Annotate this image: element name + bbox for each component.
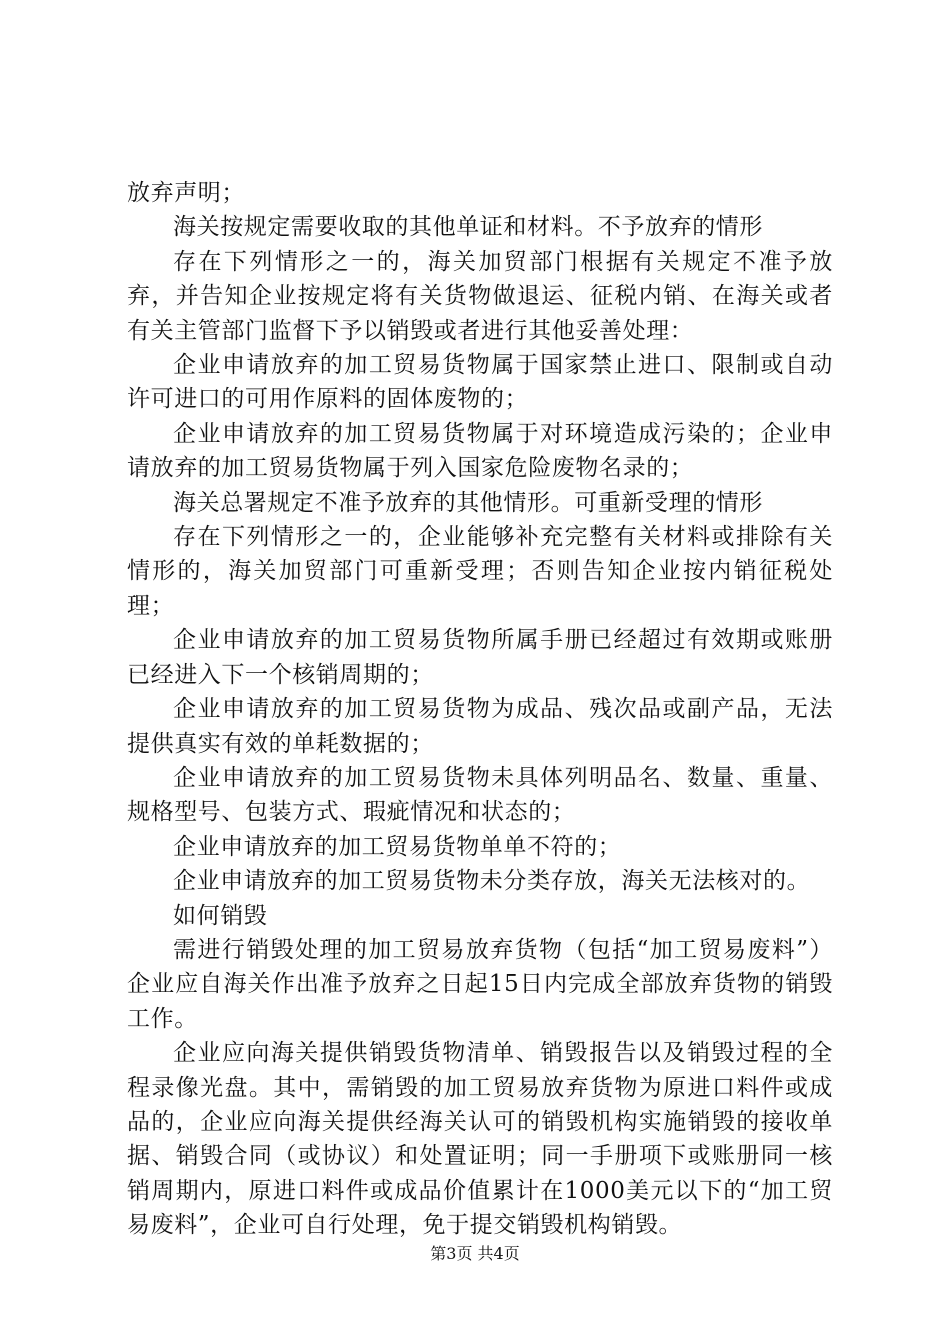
paragraph: 海关按规定需要收取的其他单证和材料。不予放弃的情形	[173, 214, 763, 241]
paragraph: 企业申请放弃的加工贸易货物为成品、残次品或副产品，无法提供真实有效的单耗数据的；	[127, 696, 833, 757]
paragraph: 企业申请放弃的加工贸易货物属于国家禁止进口、限制或自动许可进口的可用作原料的固体废物的；	[127, 352, 833, 413]
paragraph: 企业申请放弃的加工贸易货物未具体列明品名、数量、重量、规格型号、包装方式、瑕疵情况和状态的；	[127, 764, 833, 826]
paragraph: 企业申请放弃的加工贸易货物所属手册已经超过有效期或账册已经进入下一个核销周期的；	[127, 627, 833, 688]
paragraph: 存在下列情形之一的，海关加贸部门根据有关规定不准予放弃，并告知企业按规定将有关货物做退运、征税内销、在海关或者有关主管部门监督下予以销毁或者进行其他妥善处理：	[127, 248, 833, 344]
document-body	[127, 176, 833, 1243]
paragraph: 企业申请放弃的加工贸易货物属于对环境造成污染的；企业申请放弃的加工贸易货物属于列入国家危险废物名录的；	[127, 420, 833, 482]
paragraph: 海关总署规定不准予放弃的其他情形。可重新受理的情形	[173, 489, 763, 516]
paragraph: 企业申请放弃的加工贸易货物未分类存放，海关无法核对的。	[173, 868, 811, 895]
paragraph: 放弃声明；	[127, 180, 245, 206]
page-footer	[0, 1244, 950, 1264]
page-number: 第3页 共4页	[430, 1244, 520, 1263]
paragraph: 企业应向海关提供销毁货物清单、销毁报告以及销毁过程的全程录像光盘。其中，需销毁的加工贸易放弃货物为原进口料件或成品的，企业应向海关提供经海关认可的销毁机构实施销毁的接收单据、销毁合同（或协议）和处置证明；同一手册项下或账册同一核销周期内，原进口料件或成品价值累计在1000美元以下的“加工贸易废料”，企业可自行处理，免于提交销毁机构销毁。	[127, 1040, 833, 1239]
section-heading: 如何销毁	[173, 902, 268, 929]
paragraph: 企业申请放弃的加工贸易货物单单不符的；	[173, 833, 622, 860]
paragraph: 需进行销毁处理的加工贸易放弃货物（包括“加工贸易废料”）企业应自海关作出准予放弃之日起15日内完成全部放弃货物的销毁工作。	[127, 936, 833, 1032]
paragraph: 存在下列情形之一的，企业能够补充完整有关材料或排除有关情形的，海关加贸部门可重新受理；否则告知企业按内销征税处理；	[127, 524, 833, 619]
